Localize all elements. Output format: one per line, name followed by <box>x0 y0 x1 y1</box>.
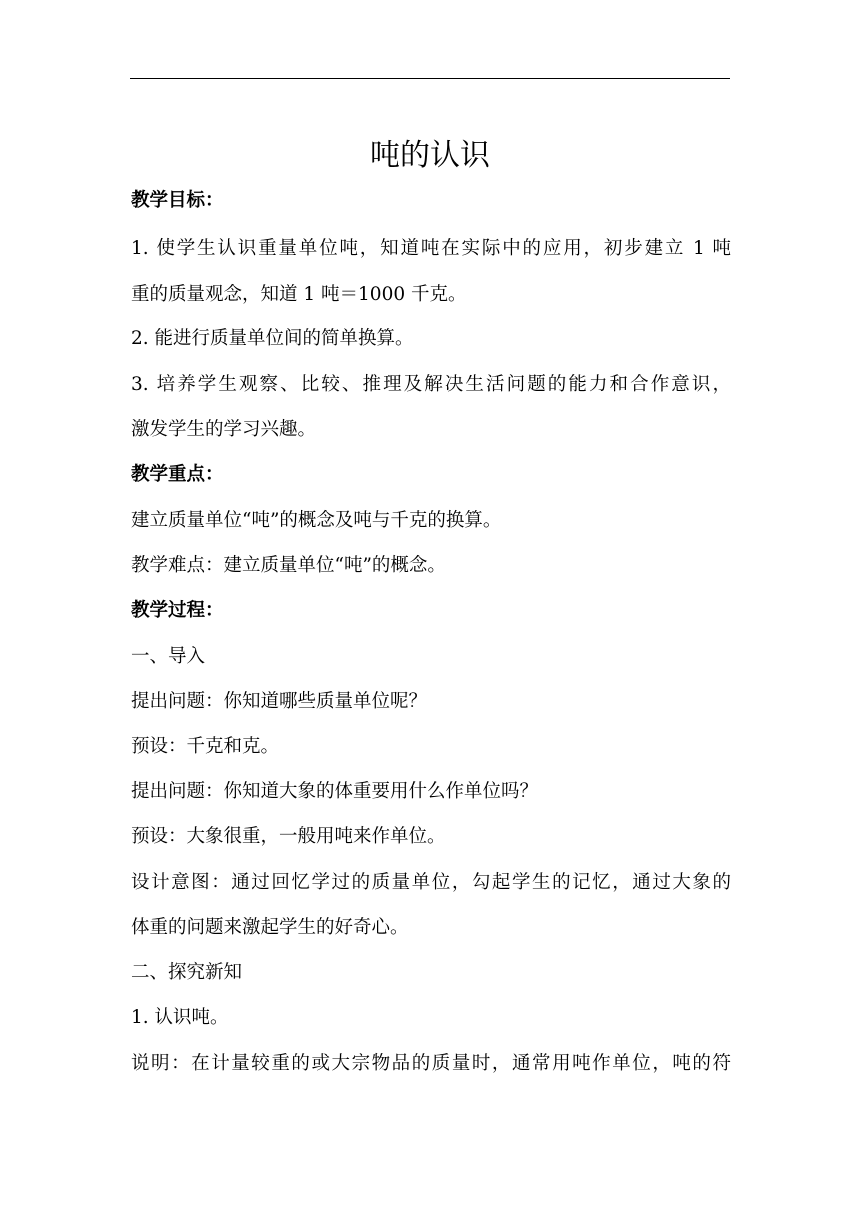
paragraph-line: 说明：在计量较重的或大宗物品的质量时，通常用吨作单位，吨的符 <box>131 1053 731 1074</box>
paragraph-line: 激发学生的学习兴趣。 <box>131 419 317 440</box>
heading-teaching-goals: 教学目标： <box>131 190 224 211</box>
heading-teaching-process: 教学过程： <box>131 600 224 621</box>
paragraph-line: 提出问题：你知道哪些质量单位呢？ <box>131 691 428 712</box>
paragraph-line: 预设：千克和克。 <box>131 736 280 757</box>
paragraph-line: 预设：大象很重，一般用吨来作单位。 <box>131 826 446 847</box>
section-heading: 一、导入 <box>131 646 206 667</box>
header-rule <box>130 78 730 79</box>
paragraph-line: 1. 使学生认识重量单位吨，知道吨在实际中的应用，初步建立 1 吨 <box>131 238 731 259</box>
heading-key-points: 教学重点： <box>131 464 224 485</box>
paragraph-line: 建立质量单位“吨”的概念及吨与千克的换算。 <box>131 510 502 531</box>
section-heading: 二、探究新知 <box>131 962 243 983</box>
paragraph-line: 3. 培养学生观察、比较、推理及解决生活问题的能力和合作意识， <box>131 374 731 395</box>
paragraph-line: 2. 能进行质量单位间的简单换算。 <box>131 328 414 349</box>
paragraph-line: 设计意图：通过回忆学过的质量单位，勾起学生的记忆，通过大象的 <box>131 872 731 893</box>
paragraph-line: 教学难点：建立质量单位“吨”的概念。 <box>131 555 446 576</box>
paragraph-line: 重的质量观念，知道 1 吨＝1000 千克。 <box>131 284 467 305</box>
paragraph-line: 提出问题：你知道大象的体重要用什么作单位吗？ <box>131 781 539 802</box>
paragraph-line: 1. 认识吨。 <box>131 1007 229 1028</box>
paragraph-line: 体重的问题来激起学生的好奇心。 <box>131 917 409 938</box>
page-title: 吨的认识 <box>370 138 490 173</box>
